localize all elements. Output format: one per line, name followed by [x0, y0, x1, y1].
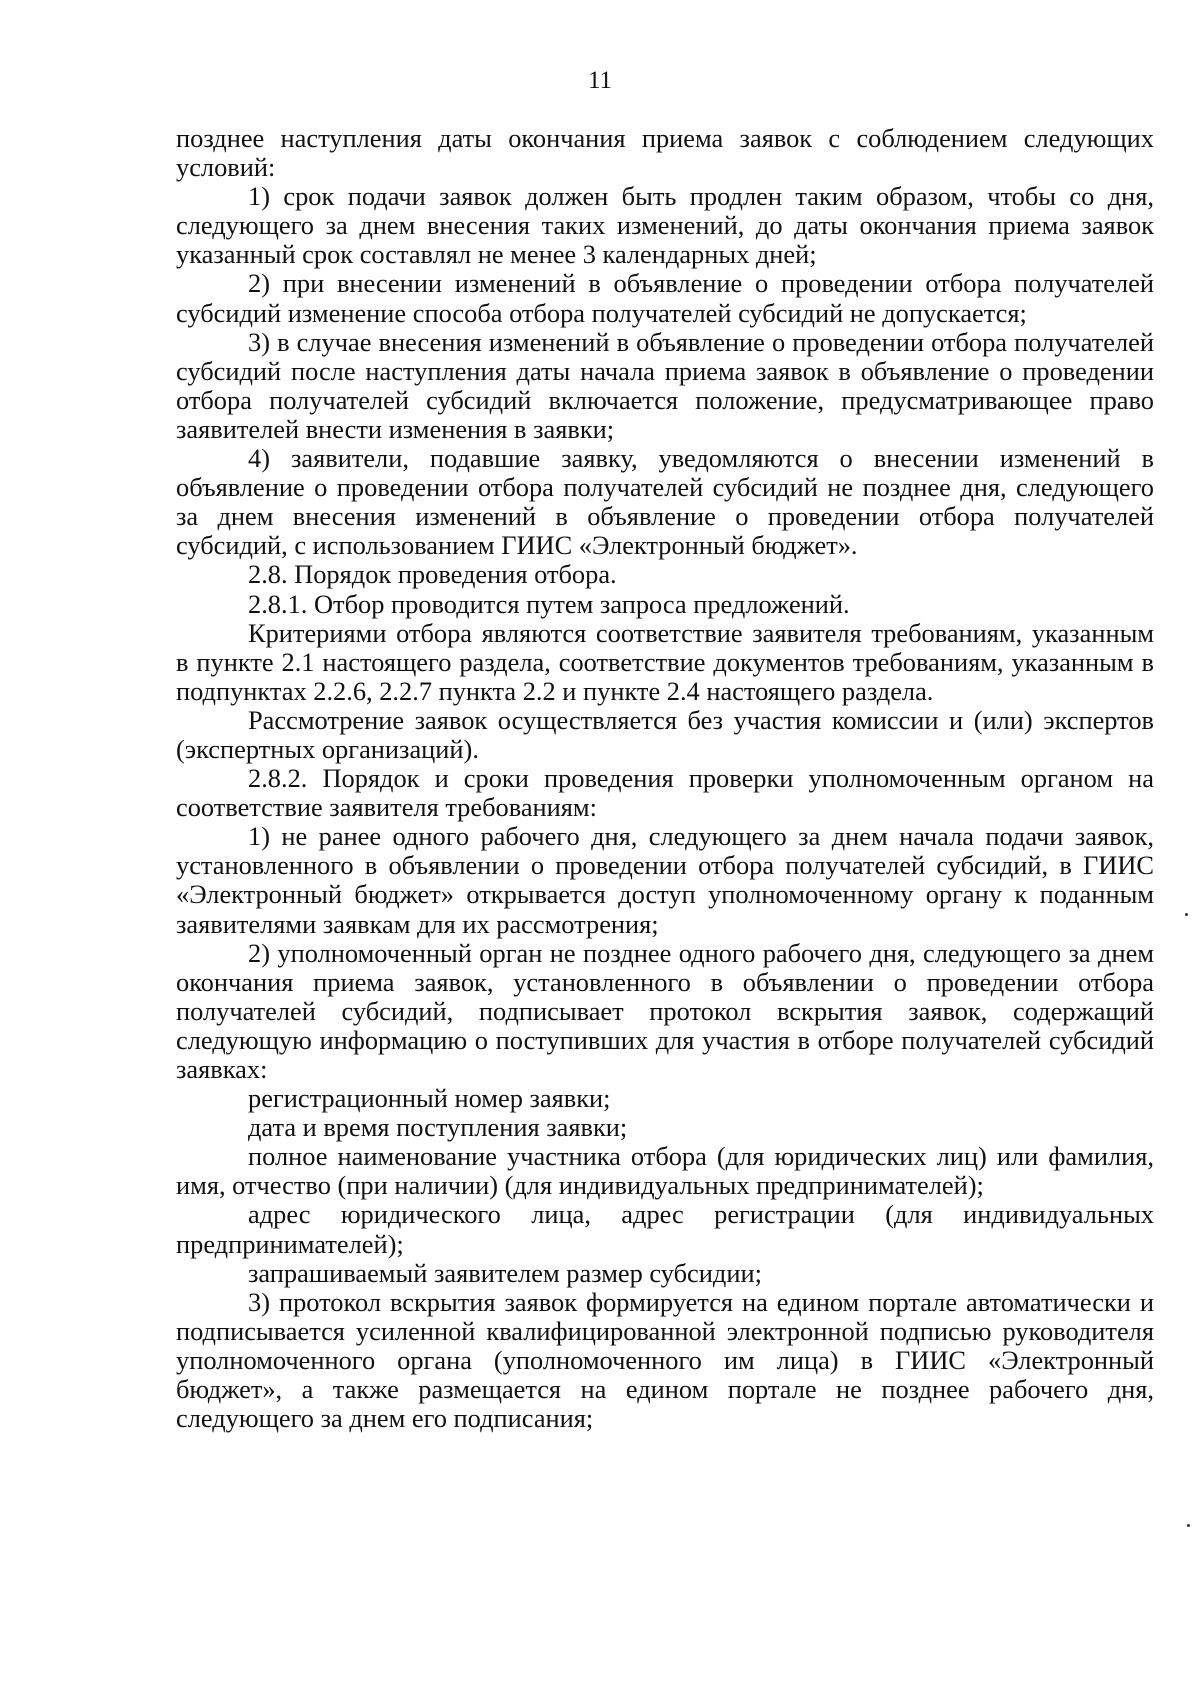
- scan-speck: [1185, 913, 1188, 916]
- list-item: дата и время поступления заявки;: [248, 1112, 628, 1143]
- list-item: полное наименование участника отбора (для юридических лиц) или фамилия, имя, отчество (при наличии) (для индивидуальных предпринимателей);: [176, 1141, 1154, 1201]
- paragraph: 2) уполномоченный орган не позднее одного рабочего дня, следующего за днем окончания приема заявок, установленного в объявлении о проведении отбора получателей субсидий, подписывает протокол вскрытия заявок, содержащий следующую информацию о поступивших для участия в отборе получателей субсидий заявках:: [176, 937, 1154, 1084]
- paragraph: 1) срок подачи заявок должен быть продлен таким образом, чтобы со дня, следующего за днем внесения таких изменений, до даты окончания приема заявок указанный срок составлял не менее 3 календарных дней;: [176, 181, 1154, 270]
- paragraph: Критериями отбора являются соответствие заявителя требованиям, указанным в пункте 2.1 настоящего раздела, соответствие документов требованиям, указанным в подпунктах 2.2.6, 2.2.7 пункта 2.2 и пункте 2.4 настоящего раздела.: [176, 617, 1154, 706]
- scan-speck: [1187, 1524, 1190, 1527]
- paragraph: 3) в случае внесения изменений в объявление о проведении отбора получателей субсидий после наступления даты начала приема заявок в объявление о проведении отбора получателей субсидий включается положение, предусматривающее право заявителей внести изменения в заявки;: [176, 326, 1154, 444]
- subsection-heading: 2.8.1. Отбор проводится путем запроса предложений.: [248, 588, 850, 619]
- paragraph: 1) не ранее одного рабочего дня, следующего за днем начала подачи заявок, установленного в объявлении о проведении отбора получателей субсидий, в ГИИС «Электронный бюджет» открывается доступ уполномоченному органу к поданным заявителями заявкам для их рассмотрения;: [176, 821, 1154, 939]
- paragraph: 3) протокол вскрытия заявок формируется на едином портале автоматически и подписывается усиленной квалифицированной электронной подписью руководителя уполномоченного органа (уполномоченного им лица) в ГИИС «Электронный бюджет», а также размещается на едином портале не позднее рабочего дня, следующего за днем его подписания;: [176, 1286, 1154, 1434]
- paragraph: 4) заявители, подавшие заявку, уведомляются о внесении изменений в объявление о проведении отбора получателей субсидий не позднее дня, следующего за днем внесения изменений в объявление о проведении отбора получателей субсидий, с использованием ГИИС «Электронный бюджет».: [176, 443, 1154, 561]
- list-item: адрес юридического лица, адрес регистрации (для индивидуальных предпринимателей);: [176, 1199, 1154, 1259]
- document-body: [176, 124, 1154, 1433]
- page-number: 11: [587, 67, 613, 94]
- paragraph: 2) при внесении изменений в объявление о проведении отбора получателей субсидий изменение способа отбора получателей субсидий не допускается;: [176, 268, 1154, 328]
- paragraph: Рассмотрение заявок осуществляется без участия комиссии и (или) экспертов (экспертных организаций).: [176, 704, 1154, 764]
- section-heading: 2.8. Порядок проведения отбора.: [248, 559, 617, 590]
- list-item: запрашиваемый заявителем размер субсидии;: [248, 1257, 762, 1288]
- list-item: регистрационный номер заявки;: [248, 1083, 611, 1114]
- subsection-heading: 2.8.2. Порядок и сроки проведения проверки уполномоченным органом на соответствие заявителя требованиям:: [176, 763, 1154, 823]
- paragraph: позднее наступления даты окончания приема заявок с соблюдением следующих условий:: [176, 123, 1154, 183]
